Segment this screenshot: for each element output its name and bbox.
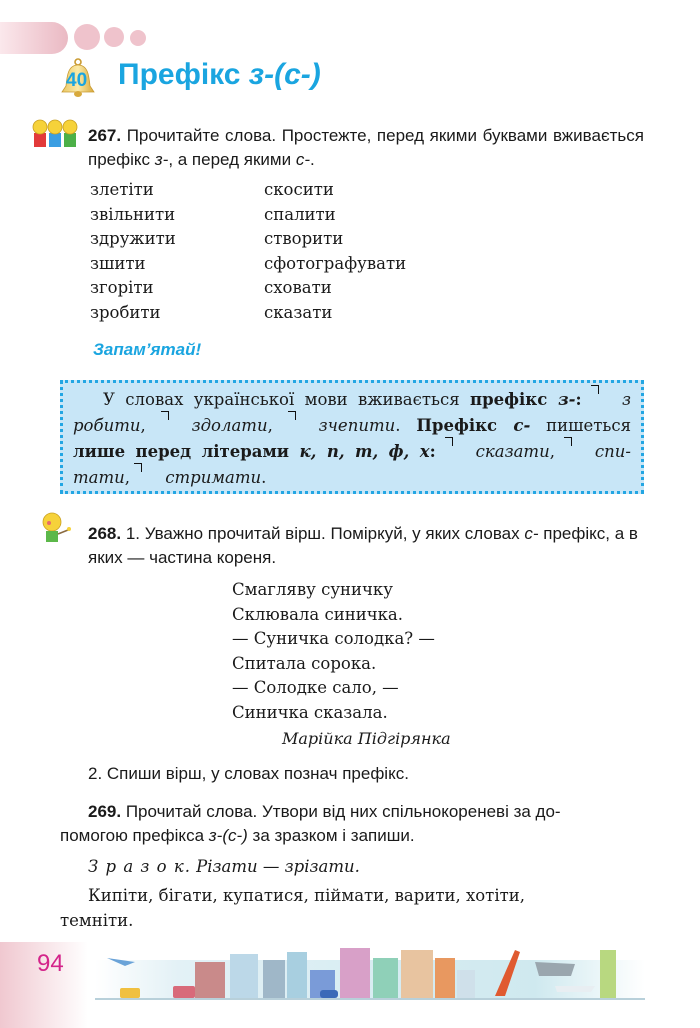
bold-text: Префікс [416, 416, 514, 435]
text: У словах української мови вживається [103, 390, 471, 409]
poem-line: Синичка сказала. [232, 702, 388, 722]
poem-line: — Суничка солодка? — [232, 629, 435, 648]
exercise-267-text [88, 124, 644, 172]
text: : [575, 390, 582, 409]
prefix-mark: с [446, 439, 485, 465]
header-decor-dot [130, 30, 146, 46]
poem-line: Спитала сорока. [232, 653, 377, 673]
example-word: тати [73, 468, 125, 487]
text: , а перед якими [168, 150, 296, 169]
word-list-z [90, 178, 176, 325]
text: : [429, 442, 436, 461]
prefix-mark: з [162, 413, 201, 439]
word-list-s [264, 178, 406, 325]
exercise-269-words [60, 883, 644, 933]
page-number: 94 [37, 950, 64, 977]
rule-text: У словах української мови вживається префікс з-: зробити, здолати, зчепити. Префікс с- пишеться лише перед літерами к, п, т, ф, х: сказати, спи-тати, стримати. [73, 387, 631, 491]
prefix-mark: с [565, 439, 604, 465]
text: Прочитайте слова. Простежте, перед якими буквами вживається префікс [88, 126, 644, 169]
prefix-z: з- [154, 150, 169, 169]
example-word: тримати [174, 468, 262, 487]
words-line: темніти. [60, 911, 134, 930]
remember-heading: Запам’ятай! [93, 340, 202, 359]
exercise-268-task2: 2. Спиши вірш, у словах познач префікс. [88, 764, 409, 783]
exercise-number: 268. [88, 524, 122, 543]
sample-label: З р а з о к. [88, 857, 191, 876]
thinking-child-icon [38, 510, 86, 544]
title-prefix: з-(с-) [248, 58, 321, 91]
text: за зразком і запиши. [247, 826, 415, 845]
poem [232, 578, 435, 725]
text: помогою префікса [60, 826, 209, 845]
prefix-z-s: з-(с-) [208, 826, 248, 845]
exercise-number: 267. [88, 126, 122, 145]
city-illustration [95, 940, 645, 1002]
prefix-mark: с [135, 465, 174, 491]
sample-text: Різати — зрізати. [190, 857, 360, 876]
list-item: сказати [264, 302, 333, 322]
title-main: Префікс [118, 58, 249, 91]
prefix-s: с- [513, 416, 531, 435]
prefix-mark: з [289, 413, 328, 439]
example-word: долати [200, 416, 268, 435]
poem-line: Склювала синичка. [232, 604, 404, 624]
list-item: спалити [264, 204, 336, 224]
header-decor-dot [74, 24, 100, 50]
example-word: пи- [604, 442, 631, 461]
list-item: створити [264, 229, 344, 248]
list-item: здружити [90, 229, 176, 248]
bold-text: лише перед літерами [73, 442, 300, 461]
list-item: звільнити [90, 204, 176, 224]
list-item: зробити [90, 302, 161, 322]
exercise-number: 269. [88, 802, 122, 821]
group-work-icon [30, 117, 82, 149]
prefix-s: с- [524, 524, 539, 543]
poem-author: Марійка Підгірянка [282, 729, 451, 748]
poem-line: — Солодке сало, — [232, 678, 399, 697]
poem-line: Смагляву суничку [232, 580, 393, 599]
text: пишеться [530, 416, 632, 435]
prefix-z: з- [558, 390, 576, 409]
list-item: сховати [264, 278, 332, 297]
list-item: сфотографувати [264, 253, 407, 273]
header-decor-dot [104, 27, 124, 47]
list-item: скосити [264, 180, 334, 199]
text: . [310, 150, 315, 169]
text: 1. Уважно прочитай вірш. Поміркуй, у яких словах [121, 524, 525, 543]
rule-box [60, 380, 644, 494]
letters: к, п, т, ф, х [299, 442, 430, 461]
sample-line [88, 857, 360, 876]
example-word: чепити [327, 416, 396, 435]
list-item: зшити [90, 253, 146, 273]
prefix-s: с- [295, 150, 310, 169]
lesson-number: 40 [66, 70, 88, 91]
header-decor-bar [0, 22, 68, 54]
prefix-mark: з [592, 387, 631, 413]
example-word: робити [73, 416, 141, 435]
text: Прочитай слова. Утвори від них спільнокореневі за до- [121, 802, 561, 821]
example-word: казати [484, 442, 550, 461]
list-item: згоріти [90, 278, 154, 297]
words-line: Кипіти, бігати, купатися, піймати, варити, хотіти, [88, 886, 525, 905]
page-title [118, 58, 321, 92]
text: префікс, а в яких — частина кореня. [88, 524, 638, 567]
exercise-268-text [88, 522, 644, 570]
bold-text: префікс [470, 390, 559, 409]
list-item: злетіти [90, 180, 154, 199]
exercise-269-text [60, 800, 644, 848]
